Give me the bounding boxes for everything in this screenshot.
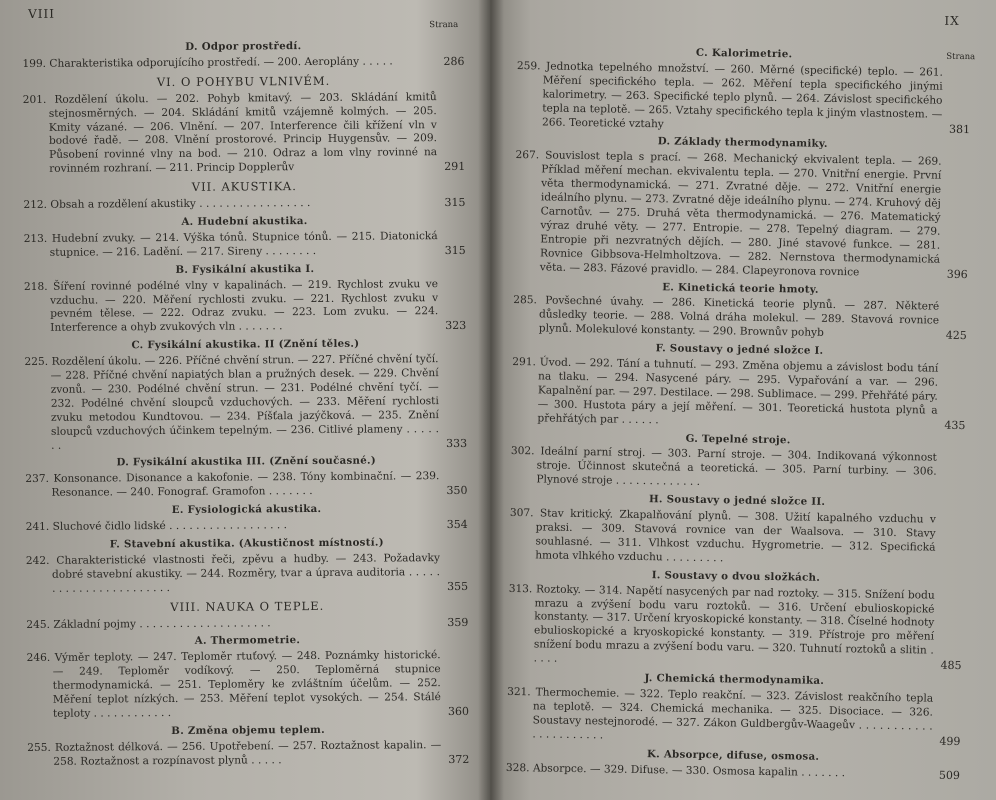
toc-entry-text: 285. Povšechné úvahy. — 286. Kinetická teorie plynů. — 287. Některé důsledky teorie. — 288. Volná dráha molekul. — 289. Stavová rovnice plynů. Molekulové konstanty. — 290. Brownův pohyb xyxy=(513,294,940,340)
right-page xyxy=(490,0,996,800)
section-heading: D. Odpor prostředí. xyxy=(185,40,302,53)
toc-entry-text: 255. Roztažnost délková. — 256. Upotřebení. — 257. Roztažnost kapalin. — 258. Roztažnost a rozpínavost plynů . . . . . xyxy=(27,738,442,768)
toc-entry-text: 267. Souvislost tepla s prací. — 268. Mechanický ekvivalent tepla. — 269. Příklad měření mechan. ekvivalentu tepla. — 270. Vnitřní energie. První věta thermodynamická. — 271. Zvratné děje. — 272. Vnitřní energie ideálního plynu. — 273. Zvratné děje ideálního plynu. — 274. Kruhový děj Carnotův. — 275. Druhá věta thermodynamická. — 276. Matematický výraz druhé věty. — 277. Entropie. — 278. Tepelný diagram. — 279. Entropie při nezvratných dějích. — 280. Jiné stavové funkce. — 281. Rovnice Gibbsova-Helmholtzova. — 282. Nernstova thermodynamická věta. — 283. Fázové pravidlo. — 284. Clapeyronova rovnice xyxy=(515,149,942,278)
toc-entry xyxy=(24,230,466,261)
toc-entry-page-number: 291 xyxy=(444,160,466,174)
left-strana-label: Strana xyxy=(429,19,459,31)
toc-entry xyxy=(511,356,966,433)
section-heading: F. Stavební akustika. (Akustičnost místností.) xyxy=(109,536,384,551)
section-heading: K. Absorpce, difuse, osmosa. xyxy=(646,747,820,763)
toc-entry xyxy=(26,552,468,597)
section-heading: E. Kinetická teorie hmoty. xyxy=(662,280,819,296)
section-heading: E. Fysiologická akustika. xyxy=(171,503,322,517)
section-heading: F. Soustavy o jedné složce I. xyxy=(655,342,824,357)
toc-entry xyxy=(514,149,970,281)
left-page-number: VIII xyxy=(28,6,56,21)
toc-entry-page-number: 315 xyxy=(444,243,466,257)
toc-entry-page-number: 499 xyxy=(939,734,961,748)
toc-entry-text: 245. Základní pojmy . . . . . . . . . . . . . . . . . . . . xyxy=(26,616,271,631)
toc-entry-text: 291. Úvod. — 292. Tání a tuhnutí. — 293. Změna objemu a závislost bodu tání na tlaku. — 294. Nasycené páry. — 295. Vypařování a var. — 296. Kapalnění par. — 297. Destilace. — 298. Sublimace. — 299. Přehřáté páry. — 300. Hustota páry a její měření. — 301. Teoretická hustota plynů a přehřátých par . . . . . . xyxy=(512,355,939,426)
section-heading: H. Soustavy o jedné složce II. xyxy=(648,493,826,509)
chapter-heading: VII. AKUSTIKA. xyxy=(191,179,297,194)
toc-entry-text: 212. Obsah a rozdělení akustiky . . . . . . . . . . . . . . . . . xyxy=(23,197,311,212)
toc-entry-text: 246. Výměr teploty. — 247. Teploměr rtuťový. — 248. Poznámky historické. — 249. Teploměr vodíkový. — 250. Teploměrná stupnice thermodynamická. — 251. Teploměry ke zvláštním účelům. — 252. Měření teplot nízkých. — 253. Měření teplot vysokých. — 254. Stálé teploty . . . . . . . . . . . . xyxy=(26,649,441,720)
toc-entry xyxy=(506,686,961,749)
toc-entry xyxy=(23,91,466,178)
section-heading: A. Hudební akustika. xyxy=(181,214,308,228)
toc-entry-page-number: 372 xyxy=(448,752,470,766)
toc-entry-page-number: 359 xyxy=(447,615,469,629)
toc-entry-page-number: 425 xyxy=(945,328,967,343)
toc-entry xyxy=(516,60,971,137)
toc-entry-text: 237. Konsonance. Disonance a kakofonie. — 238. Tóny kombinační. — 239. Resonance. — 240. Fonograf. Gramofon . . . . . . . xyxy=(25,470,440,500)
toc-entry-text: 307. Stav kritický. Zkapalňování plynů. — 308. Užití kapalného vzduchu v praksi. — 309. Stavová rovnice van der Waalsova. — 310. Stavy souhlasné. — 311. Vlhkost vzduchu. Hygrometrie. — 312. Specifická hmota vlhkého vzduchu . . . . . . . . . xyxy=(509,507,936,565)
toc-entry xyxy=(509,507,964,570)
right-page-content xyxy=(505,0,976,800)
toc-entry-page-number: 355 xyxy=(447,579,469,593)
toc-entry-page-number: 381 xyxy=(948,122,971,136)
toc-entry xyxy=(27,739,469,770)
section-heading: C. Fysikální akustika. II (Znění těles.) xyxy=(131,337,360,352)
toc-entry-text: 201. Rozdělení úkolu. — 202. Pohyb kmitavý. — 203. Skládání kmitů stejnosměrných. — 204. Skládání kmitů vzájemně kolmých. — 205. Kmity vázané. — 206. Vlnění. — 207. Interference čili křížení vln v bodové řadě. — 208. Vlnění prostorové. Princip Huygensův. — 209. Působení rovinné vlny na bod. — 210. Odraz a lom vlny rovinné na rovinném rozhraní. — 211. Princip Dopplerův xyxy=(22,90,438,176)
toc-entry xyxy=(510,445,965,494)
toc-entry-page-number: 396 xyxy=(946,267,968,281)
section-heading: A. Thermometrie. xyxy=(194,634,301,648)
section-heading: C. Kalorimetrie. xyxy=(695,46,793,61)
toc-entry-page-number: 354 xyxy=(446,517,468,532)
section-heading: I. Soustavy o dvou složkách. xyxy=(651,568,821,584)
toc-entry-page-number: 435 xyxy=(944,418,966,432)
right-table-of-contents xyxy=(506,40,972,783)
toc-entry-page-number: 323 xyxy=(445,319,467,333)
toc-entry-page-number: 286 xyxy=(443,54,465,68)
toc-entry-page-number: 315 xyxy=(444,195,466,210)
left-page xyxy=(0,0,490,800)
book-gutter xyxy=(478,0,504,800)
toc-entry-page-number: 333 xyxy=(446,436,468,450)
toc-entry-text: 242. Charakteristické vlastnosti řeči, zpěvu a hudby. — 243. Požadavky dobré stavební akustiky. — 244. Rozměry, tvar a úprava auditoria . . . . . . . . . . . . . . . . . . . . . . . xyxy=(25,552,441,595)
toc-entry xyxy=(26,518,468,535)
toc-entry-text: 213. Hudební zvuky. — 214. Výška tónů. Stupnice tónů. — 215. Diatonická stupnice. — 216. Ladění. — 217. Sireny . . . . . . . . xyxy=(23,229,438,259)
toc-entry xyxy=(27,649,469,722)
toc-entry-text: 328. Absorpce. — 329. Difuse. — 330. Osmosa kapalin . . . . . . . xyxy=(505,761,846,779)
section-heading: D. Základy thermodynamiky. xyxy=(657,135,828,151)
section-heading: J. Chemická thermodynamika. xyxy=(644,672,825,687)
toc-entry xyxy=(26,615,468,632)
toc-entry xyxy=(25,470,467,501)
toc-entry xyxy=(22,55,464,72)
toc-entry-page-number: 509 xyxy=(938,768,960,782)
chapter-heading: VI. O POHYBU VLNIVÉM. xyxy=(156,73,331,89)
toc-entry-text: 225. Rozdělení úkolu. — 226. Příčné chvění strun. — 227. Příčné chvění tyčí. — 228. Příčné chvění napiatých blan a pružných desek. — 229. Chvění zvonů. — 230. Podélné chvění strun. — 231. Podélné chvění tyčí. — 232. Podélné chvění sloupců vzduchových. — 233. Měření rychlosti zvuku metodou Kundtovou. — 234. Píšťala jazýčková. — 235. Znění sloupců vzduchových účinkem tepelným. — 236. Citlivé plameny . . . . . . . xyxy=(24,353,440,452)
toc-entry xyxy=(513,294,968,343)
toc-entry-text: 241. Sluchové čidlo lidské . . . . . . . . . . . . . . . . . . xyxy=(25,519,288,534)
chapter-heading: VIII. NAUKA O TEPLE. xyxy=(170,598,325,614)
toc-entry-page-number: 485 xyxy=(940,658,962,673)
section-heading: D. Fysikální akustika III. (Znění současné.) xyxy=(116,455,377,469)
toc-entry-page-number: 360 xyxy=(447,704,470,719)
section-heading: B. Změna objemu teplem. xyxy=(171,723,325,737)
section-heading: G. Tepelné stroje. xyxy=(685,432,791,446)
toc-entry-page-number: 350 xyxy=(446,484,468,498)
toc-entry-text: 313. Roztoky. — 314. Napětí nasycených par nad roztoky. — 315. Snížení bodu mrazu a zvýšení bodu varu roztoků. — 316. Určení ebulioskopické konstanty. — 317. Určení kryoskopické konstanty. — 318. Číselné hodnoty ebulioskopické a kryoskopické konstanty. — 319. Přístroje pro měření snížení bodu mrazu a zvýšení bodu varu. — 320. Tuhnutí roztoků a slitin . . . . . xyxy=(508,582,935,665)
toc-entry-text: 218. Šíření rovinné podélné vlny v kapalinách. — 219. Rychlost zvuku ve vzduchu. — 220. Měření rychlosti zvuku. — 221. Rychlost zvuku v pevném tělese. — 222. Odraz zvuku. — 223. Lom zvuku. — 224. Interference a ohyb zvukových vln . . . . . . . xyxy=(23,277,439,335)
toc-entry xyxy=(24,353,467,453)
toc-entry xyxy=(24,278,466,337)
toc-entry-text: 302. Ideální parní stroj. — 303. Parní stroje. — 304. Indikovaná výkonnost stroje. Účinnost skutečná a teoretická. — 305. Parní turbiny. — 306. Plynové stroje . . . . . . . . . . . . . xyxy=(510,445,937,489)
right-strana-label: Strana xyxy=(946,51,976,63)
left-table-of-contents xyxy=(22,35,469,771)
right-page-number: IX xyxy=(944,13,960,28)
toc-entry xyxy=(508,583,963,674)
toc-entry-text: 259. Jednotka tepelného množství. — 260. Měrné (specifické) teplo. — 261. Měření specifického tepla. — 262. Měření tepla specifického jinými kalorimetry. — 263. Specifické teplo plynů. — 264. Závislost specifického tepla na teplotě. — 265. Vztahy specifického tepla k jiným vlastnostem. — 266. Teoretické vztahy xyxy=(516,59,944,130)
left-page-content xyxy=(22,0,470,800)
toc-entry xyxy=(23,196,465,213)
toc-entry-text: 321. Thermochemie. — 322. Teplo reakční. — 323. Závislost reakčního tepla na teplotě. — 324. Chemická mechanika. — 325. Disociace. — 326. Soustavy nestejnorodé. — 327. Zákon Guldbergův-Waageův . . . . . . . . . . . . . . . . . . . . . . xyxy=(507,685,934,742)
section-heading: B. Fysikální akustika I. xyxy=(175,262,315,276)
toc-entry-text: 199. Charakteristika odporujícího prostředí. — 200. Aeroplány . . . . . xyxy=(22,55,393,70)
